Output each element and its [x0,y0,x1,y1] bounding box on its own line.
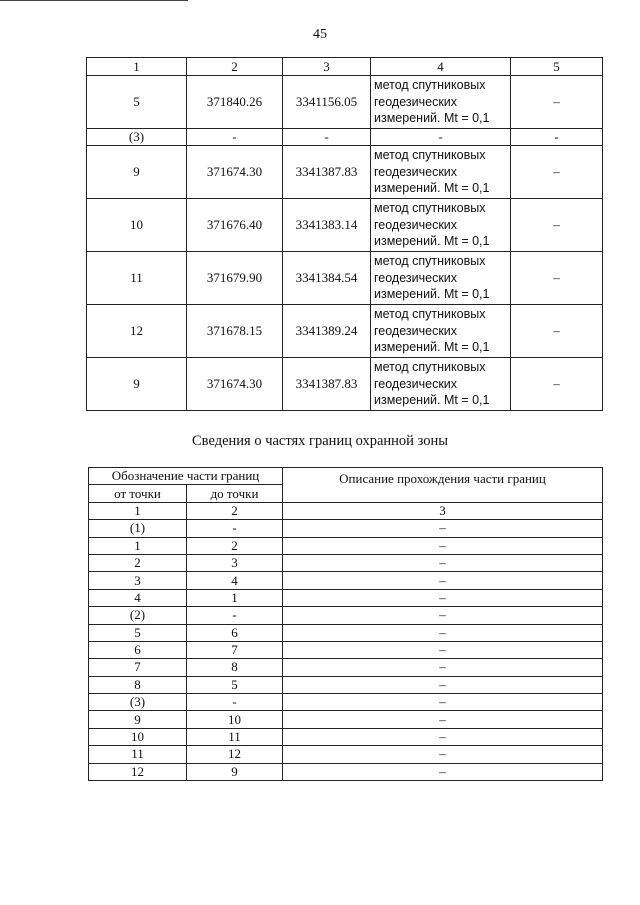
method-line: измерений. Mt = 0,1 [374,340,490,355]
measurement-method [371,252,511,305]
coordinate-row [87,305,603,358]
to-point: 5 [187,676,283,693]
to-point: 9 [187,763,283,780]
section-title: Сведения о частях границ охранной зоны [192,433,448,449]
separator-row [87,129,603,146]
coordinate-row [87,358,603,411]
boundary-part-row [89,520,603,537]
to-point: 6 [187,624,283,641]
method-line: метод спутниковых [374,78,486,93]
method-line: геодезических [374,164,458,179]
from-point: 1 [89,537,187,554]
from-point: 4 [89,589,187,606]
boundary-part-row [89,746,603,763]
to-point: 8 [187,659,283,676]
y-coordinate: - [283,129,371,146]
parts-column-number-1: 1 [89,502,187,519]
y-coordinate: 3341156.05 [283,76,371,129]
to-point: 3 [187,554,283,571]
boundary-part-row [89,728,603,745]
boundary-part-row [89,572,603,589]
description: – [283,659,603,676]
method-line: измерений. Mt = 0,1 [374,181,490,196]
method-line: измерений. Mt = 0,1 [374,287,490,302]
to-point: 10 [187,711,283,728]
to-point: 7 [187,641,283,658]
parts-header-row-1 [89,468,603,485]
from-point: 2 [89,554,187,571]
method-line: метод спутниковых [374,254,486,269]
boundary-part-row [89,537,603,554]
method-line: геодезических [374,270,458,285]
column-number-4: 4 [371,58,511,76]
to-point: - [187,520,283,537]
to-point: - [187,694,283,711]
to-point: 1 [187,589,283,606]
boundary-part-row [89,694,603,711]
from-point: 5 [89,624,187,641]
from-point: 7 [89,659,187,676]
method-line: геодезических [374,376,458,391]
boundary-part-row [89,589,603,606]
description: – [283,554,603,571]
method-line: метод спутниковых [374,307,486,322]
description: – [283,676,603,693]
note-cell: – [511,305,603,358]
x-coordinate: 371674.30 [187,358,283,411]
x-coordinate: 371679.90 [187,252,283,305]
coordinate-row [87,76,603,129]
header-to-point: до точки [187,485,283,502]
note-cell: – [511,146,603,199]
boundary-part-row [89,554,603,571]
parts-column-number-3: 3 [283,502,603,519]
coordinate-row [87,252,603,305]
description: – [283,624,603,641]
coordinates-table [86,57,603,411]
header-from-point: от точки [89,485,187,502]
parts-column-number-2: 2 [187,502,283,519]
parts-number-row [89,502,603,519]
to-point: 4 [187,572,283,589]
from-point: (1) [89,520,187,537]
description: – [283,572,603,589]
y-coordinate: 3341389.24 [283,305,371,358]
boundary-part-row [89,607,603,624]
description: – [283,520,603,537]
description: – [283,589,603,606]
from-point: 10 [89,728,187,745]
x-coordinate: - [187,129,283,146]
description: – [283,607,603,624]
boundary-part-row [89,676,603,693]
y-coordinate: 3341387.83 [283,146,371,199]
method-line: измерений. Mt = 0,1 [374,111,490,126]
measurement-method [371,358,511,411]
x-coordinate: 371676.40 [187,199,283,252]
from-point: 8 [89,676,187,693]
coordinates-header-row [87,58,603,76]
method-line: метод спутниковых [374,360,486,375]
coordinate-row [87,199,603,252]
x-coordinate: 371678.15 [187,305,283,358]
boundary-part-row [89,624,603,641]
description: – [283,694,603,711]
boundary-part-row [89,659,603,676]
description: – [283,746,603,763]
measurement-method [371,305,511,358]
from-point: 6 [89,641,187,658]
from-point: 12 [89,763,187,780]
column-number-3: 3 [283,58,371,76]
note-cell: – [511,358,603,411]
method-line: геодезических [374,94,458,109]
to-point: 2 [187,537,283,554]
description: – [283,537,603,554]
measurement-method [371,199,511,252]
measurement-method [371,76,511,129]
boundary-part-row [89,711,603,728]
point-number: 9 [87,146,187,199]
top-rule [0,0,188,1]
y-coordinate: 3341384.54 [283,252,371,305]
note-cell: - [511,129,603,146]
x-coordinate: 371840.26 [187,76,283,129]
description: – [283,711,603,728]
from-point: 3 [89,572,187,589]
method-line: - [438,129,443,144]
point-number: (3) [87,129,187,146]
point-number: 5 [87,76,187,129]
point-number: 9 [87,358,187,411]
x-coordinate: 371674.30 [187,146,283,199]
point-number: 10 [87,199,187,252]
to-point: 11 [187,728,283,745]
from-point: 9 [89,711,187,728]
description: – [283,728,603,745]
y-coordinate: 3341383.14 [283,199,371,252]
from-point: (3) [89,694,187,711]
method-line: геодезических [374,323,458,338]
column-number-5: 5 [511,58,603,76]
method-line: измерений. Mt = 0,1 [374,393,490,408]
to-point: 12 [187,746,283,763]
coordinate-row [87,146,603,199]
measurement-method [371,129,511,146]
note-cell: – [511,252,603,305]
header-boundary-designation: Обозначение части границ [89,468,283,485]
boundary-parts-table [88,467,603,781]
method-line: геодезических [374,217,458,232]
method-line: метод спутниковых [374,148,486,163]
from-point: (2) [89,607,187,624]
coordinates-body [87,76,603,411]
boundary-part-row [89,763,603,780]
to-point: - [187,607,283,624]
parts-body [89,520,603,781]
method-line: измерений. Mt = 0,1 [374,234,490,249]
method-line: метод спутниковых [374,201,486,216]
from-point: 11 [89,746,187,763]
header-description: Описание прохождения части границ [283,468,603,503]
note-cell: – [511,199,603,252]
point-number: 11 [87,252,187,305]
note-cell: – [511,76,603,129]
description: – [283,763,603,780]
page-number: 45 [313,27,327,42]
column-number-1: 1 [87,58,187,76]
measurement-method [371,146,511,199]
description: – [283,641,603,658]
point-number: 12 [87,305,187,358]
y-coordinate: 3341387.83 [283,358,371,411]
boundary-part-row [89,641,603,658]
column-number-2: 2 [187,58,283,76]
